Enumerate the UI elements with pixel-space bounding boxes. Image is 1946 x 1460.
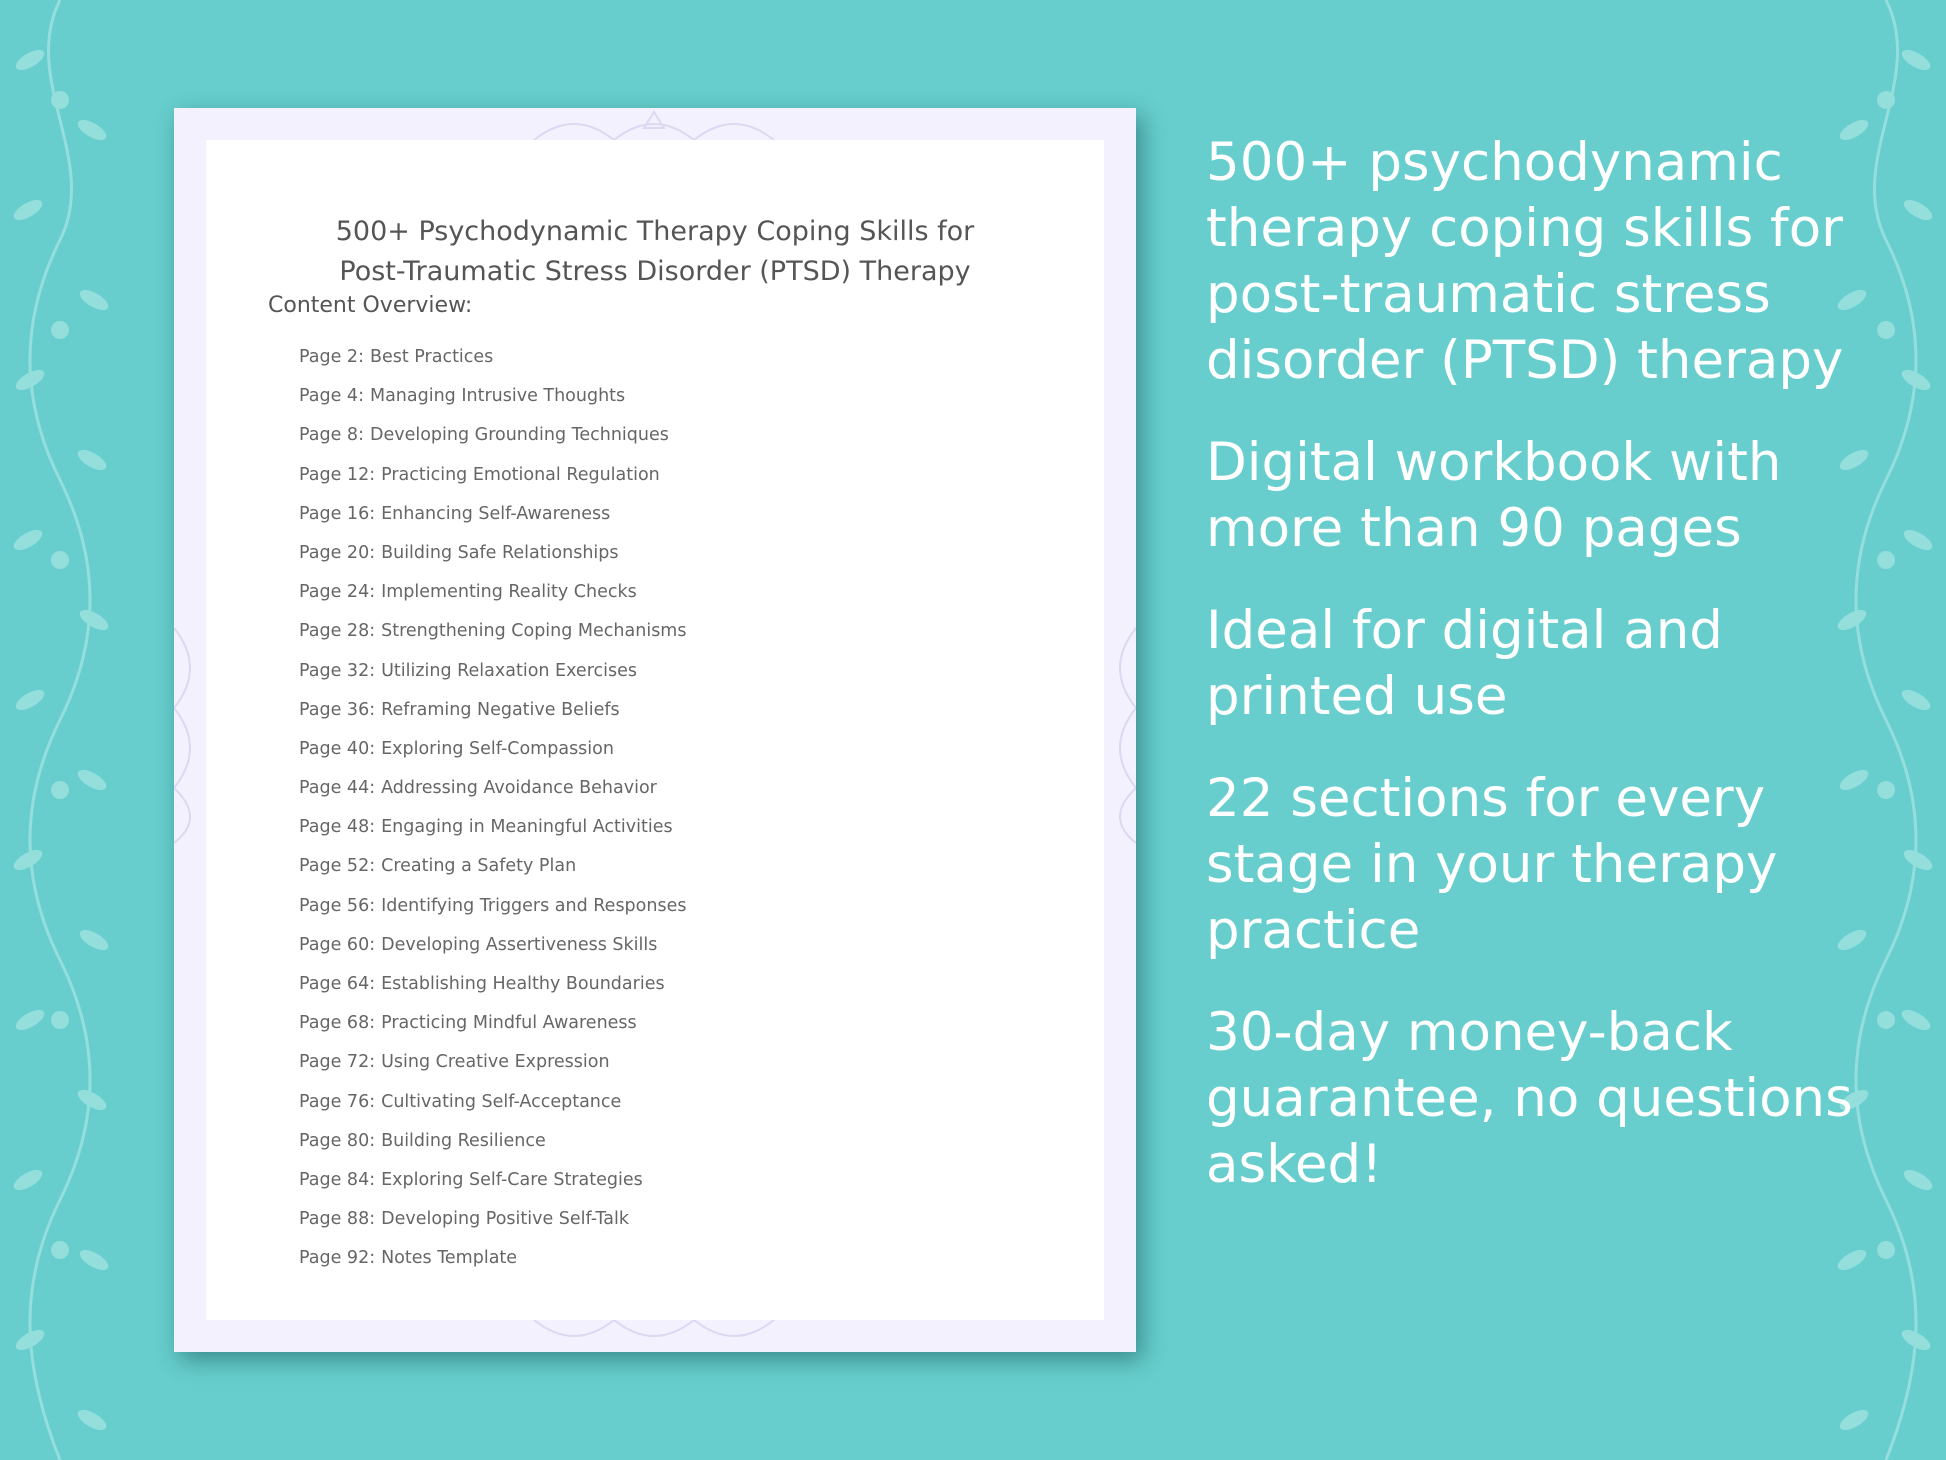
toc-page-number: Page 88: [299, 1209, 376, 1230]
toc-section-title: Developing Assertiveness Skills [381, 934, 658, 955]
toc-page-number: Page 48: [299, 817, 376, 838]
toc-entry [299, 1004, 686, 1043]
floral-vine-left-decoration [0, 0, 130, 1460]
mandala-decoration [514, 1320, 794, 1352]
toc-page-number: Page 2: [299, 347, 364, 367]
toc-entry [299, 495, 686, 534]
toc-entry [299, 652, 686, 691]
toc-page-number: Page 80: [299, 1130, 376, 1151]
toc-page-number: Page 12: [299, 464, 376, 485]
toc-page-number: Page 84: [299, 1169, 376, 1190]
toc-entry [299, 1083, 686, 1122]
feature-text: 30-day money-back guarantee, no questions asked! [1206, 1002, 1853, 1195]
feature-text: Ideal for digital and printed use [1206, 600, 1723, 727]
feature-text: 500+ psychodynamic therapy coping skills for post-traumatic stress disorder (PTSD) therapy [1206, 132, 1844, 391]
toc-section-title: Enhancing Self-Awareness [381, 503, 611, 524]
page-content [206, 140, 1104, 1320]
toc-section-title: Building Safe Relationships [381, 542, 619, 563]
toc-section-title: Cultivating Self-Acceptance [381, 1091, 622, 1112]
toc-entry [299, 1043, 686, 1082]
toc-page-number: Page 28: [299, 621, 376, 642]
document-title-line-1: 500+ Psychodynamic Therapy Coping Skills for [335, 216, 975, 247]
toc-entry [299, 926, 686, 965]
toc-section-title: Reframing Negative Beliefs [381, 699, 620, 720]
toc-page-number: Page 72: [299, 1052, 376, 1073]
toc-page-number: Page 52: [299, 856, 376, 877]
toc-entry [299, 612, 686, 651]
toc-page-number: Page 16: [299, 503, 376, 524]
table-of-contents [299, 338, 686, 1279]
toc-page-number: Page 44: [299, 778, 376, 799]
toc-entry [299, 691, 686, 730]
feature-text: 22 sections for every stage in your therapy practice [1206, 768, 1778, 961]
toc-section-title: Identifying Triggers and Responses [381, 895, 687, 916]
toc-section-title: Using Creative Expression [381, 1052, 610, 1073]
toc-entry [299, 730, 686, 769]
toc-entry [299, 1122, 686, 1161]
toc-section-title: Practicing Mindful Awareness [381, 1013, 637, 1034]
toc-page-number: Page 68: [299, 1013, 376, 1034]
content-overview-label: Content Overview: [268, 293, 473, 318]
document-title-line-2: Post-Traumatic Stress Disorder (PTSD) Therapy [339, 256, 971, 287]
toc-page-number: Page 92: [299, 1248, 376, 1269]
toc-page-number: Page 8: [299, 425, 364, 446]
toc-entry [299, 769, 686, 808]
toc-page-number: Page 64: [299, 974, 376, 994]
toc-section-title: Best Practices [369, 347, 494, 367]
document-title [206, 212, 1104, 292]
workbook-page-preview [174, 108, 1136, 1352]
toc-entry [299, 573, 686, 612]
toc-entry [299, 456, 686, 495]
toc-page-number: Page 32: [299, 660, 376, 681]
mandala-decoration [514, 108, 794, 140]
toc-section-title: Managing Intrusive Thoughts [369, 386, 626, 407]
toc-section-title: Exploring Self-Care Strategies [381, 1169, 643, 1190]
toc-entry [299, 338, 686, 377]
toc-section-title: Creating a Safety Plan [381, 856, 577, 877]
toc-page-number: Page 56: [299, 895, 376, 916]
toc-section-title: Strengthening Coping Mechanisms [381, 621, 687, 642]
toc-entry [299, 1239, 686, 1278]
toc-entry [299, 534, 686, 573]
toc-section-title: Exploring Self-Compassion [381, 738, 614, 759]
toc-page-number: Page 4: [299, 386, 364, 407]
toc-section-title: Developing Grounding Techniques [369, 425, 669, 446]
feature-list [1206, 130, 1906, 1234]
feature-text: Digital workbook with more than 90 pages [1206, 432, 1782, 559]
toc-entry [299, 1200, 686, 1239]
mandala-decoration [1104, 608, 1136, 848]
toc-page-number: Page 24: [299, 582, 376, 603]
toc-page-number: Page 76: [299, 1091, 376, 1112]
toc-page-number: Page 36: [299, 699, 376, 720]
toc-section-title: Practicing Emotional Regulation [381, 464, 660, 485]
toc-section-title: Engaging in Meaningful Activities [381, 817, 673, 838]
toc-section-title: Notes Template [381, 1248, 518, 1269]
toc-entry [299, 416, 686, 455]
toc-entry [299, 1161, 686, 1200]
toc-entry [299, 887, 686, 926]
toc-page-number: Page 60: [299, 934, 376, 955]
toc-section-title: Establishing Healthy Boundaries [381, 974, 665, 994]
toc-entry [299, 808, 686, 847]
mandala-decoration [174, 608, 206, 848]
toc-section-title: Implementing Reality Checks [381, 582, 637, 603]
toc-entry [299, 965, 686, 1004]
toc-section-title: Utilizing Relaxation Exercises [381, 660, 637, 681]
toc-entry [299, 377, 686, 416]
toc-entry [299, 847, 686, 886]
toc-page-number: Page 40: [299, 738, 376, 759]
toc-page-number: Page 20: [299, 542, 376, 563]
toc-section-title: Addressing Avoidance Behavior [381, 778, 657, 799]
toc-section-title: Developing Positive Self-Talk [381, 1209, 629, 1230]
toc-section-title: Building Resilience [381, 1130, 546, 1151]
